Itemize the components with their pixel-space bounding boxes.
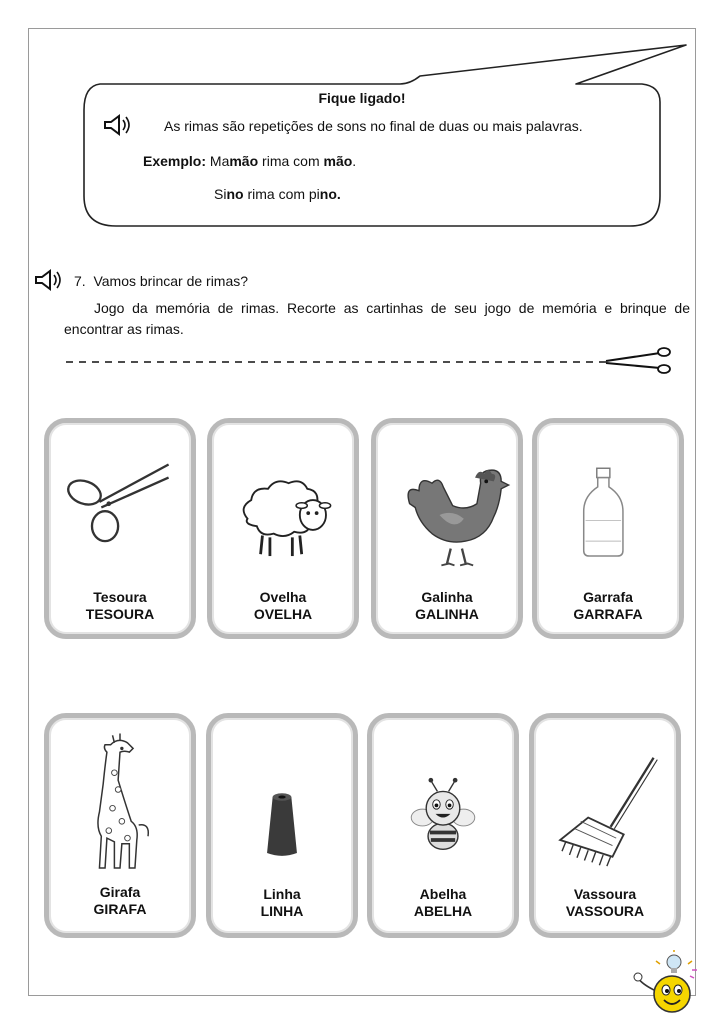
card-label: Vassoura xyxy=(573,886,637,902)
memory-card-vassoura[interactable] xyxy=(529,713,681,938)
scissors-icon xyxy=(606,348,670,373)
example2-word1-start: Si xyxy=(214,186,227,202)
example1-word2: mão xyxy=(323,153,353,169)
question-number: 7. xyxy=(74,273,86,289)
example1-word1-end: mão xyxy=(229,153,259,169)
lightbulb-mascot-icon xyxy=(632,950,702,1016)
card-label: Ovelha xyxy=(259,589,307,605)
info-text: As rimas são repetições de sons no final de duas ou mais palavras. xyxy=(164,118,583,134)
example2-word2: no. xyxy=(319,186,341,202)
memory-card-garrafa[interactable] xyxy=(532,418,684,639)
example1-middle: rima com xyxy=(258,153,324,169)
memory-card-linha[interactable] xyxy=(206,713,358,938)
card-label: Galinha xyxy=(421,589,473,605)
card-label: Linha xyxy=(263,886,301,902)
card-label-caps: TESOURA xyxy=(85,606,155,622)
example1-word1-start: Ma xyxy=(209,153,230,169)
example2-middle: rima com pi xyxy=(243,186,320,202)
card-label-caps: VASSOURA xyxy=(565,903,645,919)
memory-card-girafa[interactable] xyxy=(44,713,196,938)
cut-line xyxy=(0,0,724,400)
example-label: Exemplo: xyxy=(143,153,207,169)
card-label-caps: ABELHA xyxy=(413,903,473,919)
example1-end: . xyxy=(352,153,357,169)
card-label-caps: GALINHA xyxy=(415,606,479,622)
question-title: Vamos brincar de rimas? xyxy=(93,273,249,289)
memory-card-abelha[interactable] xyxy=(367,713,519,938)
card-label-caps: GARRAFA xyxy=(573,606,643,622)
card-label-caps: OVELHA xyxy=(253,606,313,622)
memory-card-tesoura[interactable] xyxy=(44,418,196,639)
card-label: Garrafa xyxy=(583,589,633,605)
question-body: Jogo da memória de rimas. Recorte as cartinhas de seu jogo de memória e brinque de encontrar as rimas. xyxy=(64,300,690,337)
card-label-caps: LINHA xyxy=(260,903,304,919)
example2-word1-end: no xyxy=(226,186,244,202)
card-label: Abelha xyxy=(419,886,467,902)
memory-card-galinha[interactable] xyxy=(371,418,523,639)
info-title: Fique ligado! xyxy=(318,90,406,106)
card-label-caps: GIRAFA xyxy=(93,901,147,917)
card-label: Girafa xyxy=(99,884,141,900)
memory-card-ovelha[interactable] xyxy=(207,418,359,639)
card-label: Tesoura xyxy=(93,589,147,605)
